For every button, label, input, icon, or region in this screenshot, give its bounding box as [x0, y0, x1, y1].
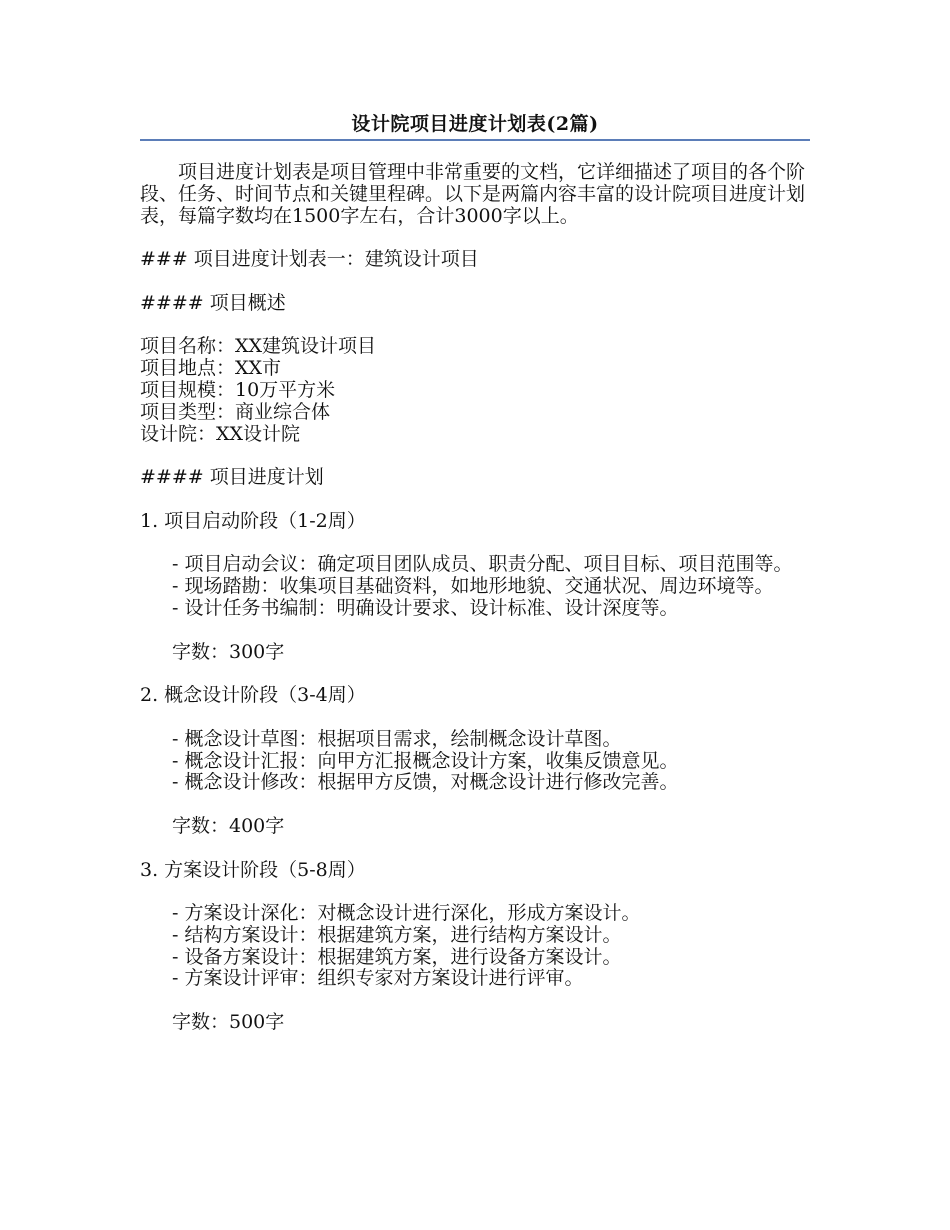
overview-institute: 设计院：XX设计院 — [140, 422, 301, 445]
overview-name: 项目名称：XX建筑设计项目 — [140, 335, 377, 358]
phase-item: - 项目启动会议：确定项目团队成员、职责分配、项目目标、项目范围等。 — [172, 553, 793, 576]
phase-item: - 设备方案设计：根据建筑方案，进行设备方案设计。 — [172, 945, 622, 968]
title-underline — [140, 139, 810, 141]
phase-item: - 设计任务书编制：明确设计要求、设计标准、设计深度等。 — [172, 596, 679, 619]
phase-title: 3. 方案设计阶段（5-8周） — [140, 858, 366, 881]
overview-scale: 项目规模：10万平方米 — [140, 378, 336, 401]
phase-item: - 概念设计草图：根据项目需求，绘制概念设计草图。 — [172, 727, 622, 750]
overview-location: 项目地点：XX市 — [140, 357, 282, 380]
section1-heading: ### 项目进度计划表一：建筑设计项目 — [140, 248, 479, 271]
intro-paragraph: 项目进度计划表是项目管理中非常重要的文档，它详细描述了项目的各个阶段、任务、时间节点和关键里程碑。以下是两篇内容丰富的设计院项目进度计划表，每篇字数均在1500字左右，合计3000字以上。 — [140, 161, 806, 227]
phase-word-count: 字数：500字 — [172, 1011, 285, 1034]
document-body — [140, 162, 810, 1034]
phase-item: - 结构方案设计：根据建筑方案，进行结构方案设计。 — [172, 923, 622, 946]
overview-type: 项目类型：商业综合体 — [140, 400, 331, 423]
overview-heading: #### 项目概述 — [140, 291, 286, 314]
phase-item: - 方案设计评审：组织专家对方案设计进行评审。 — [172, 967, 584, 990]
phase-title: 1. 项目启动阶段（1-2周） — [140, 509, 366, 532]
schedule-heading: #### 项目进度计划 — [140, 466, 324, 489]
phase-word-count: 字数：300字 — [172, 640, 285, 663]
phase-item: - 方案设计深化：对概念设计进行深化，形成方案设计。 — [172, 902, 641, 925]
phase-item: - 现场踏勘：收集项目基础资料，如地形地貌、交通状况、周边环境等。 — [172, 575, 774, 598]
phase-item: - 概念设计汇报：向甲方汇报概念设计方案，收集反馈意见。 — [172, 749, 679, 772]
phase-item: - 概念设计修改：根据甲方反馈，对概念设计进行修改完善。 — [172, 771, 679, 794]
document-title: 设计院项目进度计划表(2篇) — [351, 113, 599, 135]
phase-title: 2. 概念设计阶段（3-4周） — [140, 684, 366, 707]
phase-word-count: 字数：400字 — [172, 814, 285, 837]
